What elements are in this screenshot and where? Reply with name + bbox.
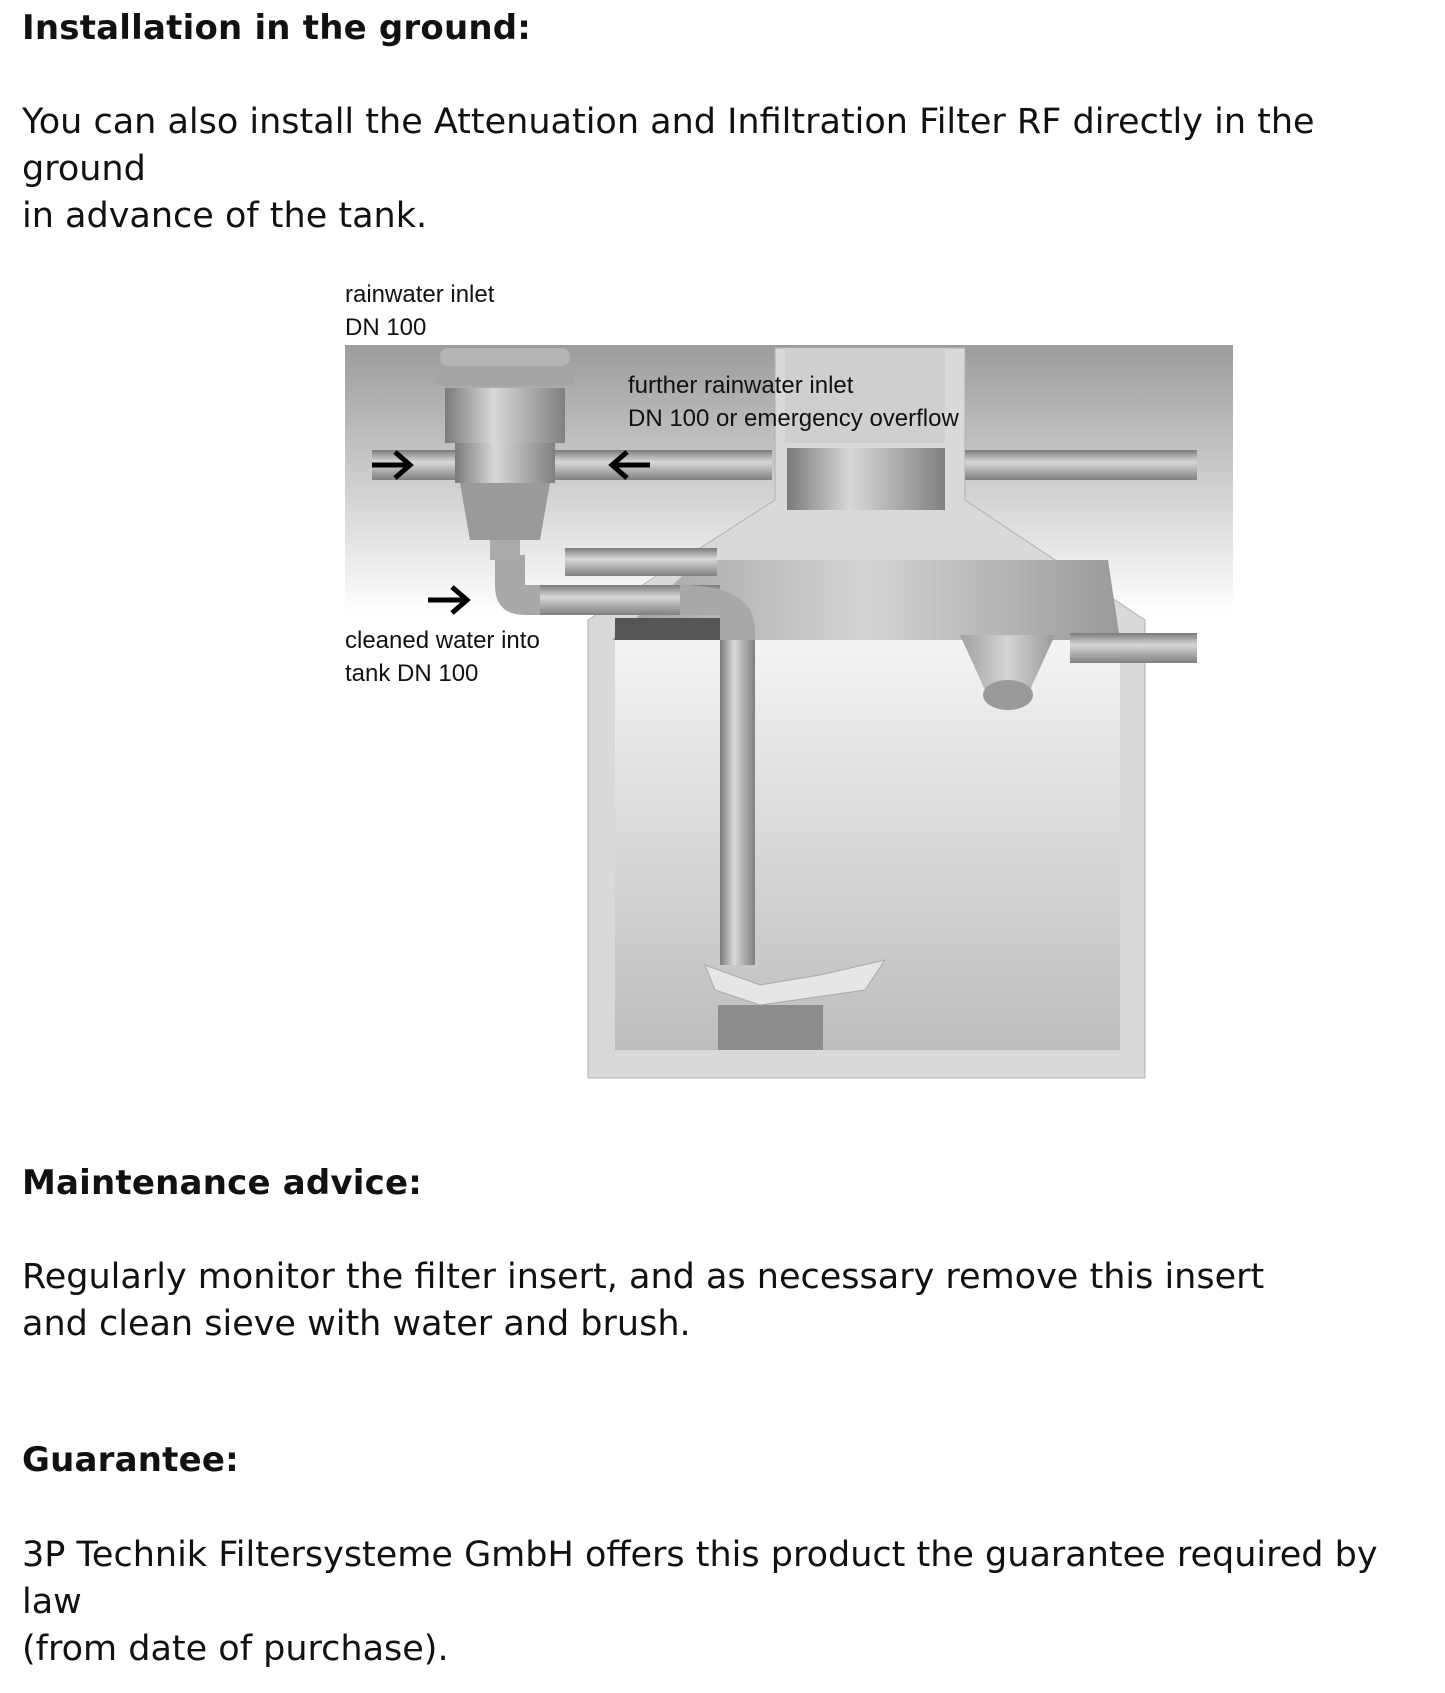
section-heading-installation: Installation in the ground: [22,8,532,48]
text-line: Regularly monitor the filter insert, and as necessary remove this insert [22,1257,1265,1297]
label-line: tank DN 100 [345,660,479,687]
label-further-inlet [628,369,959,435]
maintenance-text [22,1254,1422,1348]
label-rainwater-inlet [345,278,494,344]
text-line: 3P Technik Filtersysteme GmbH offers this product the guarantee required by law [22,1535,1378,1622]
section-heading-maintenance: Maintenance advice: [22,1163,423,1203]
guarantee-text [22,1532,1422,1673]
text-line: and clean sieve with water and brush. [22,1304,691,1344]
label-line: DN 100 or emergency overflow [628,405,959,432]
section-heading-guarantee: Guarantee: [22,1440,239,1480]
text-line: in advance of the tank. [22,196,428,236]
label-line: cleaned water into [345,627,540,654]
text-line: You can also install the Attenuation and Infiltration Filter RF directly in the ground [22,102,1315,189]
label-line: rainwater inlet [345,281,495,308]
text-line: (from date of purchase). [22,1629,449,1669]
label-cleaned-water [345,624,540,690]
label-line: further rainwater inlet [628,372,854,399]
label-line: DN 100 [345,314,427,341]
